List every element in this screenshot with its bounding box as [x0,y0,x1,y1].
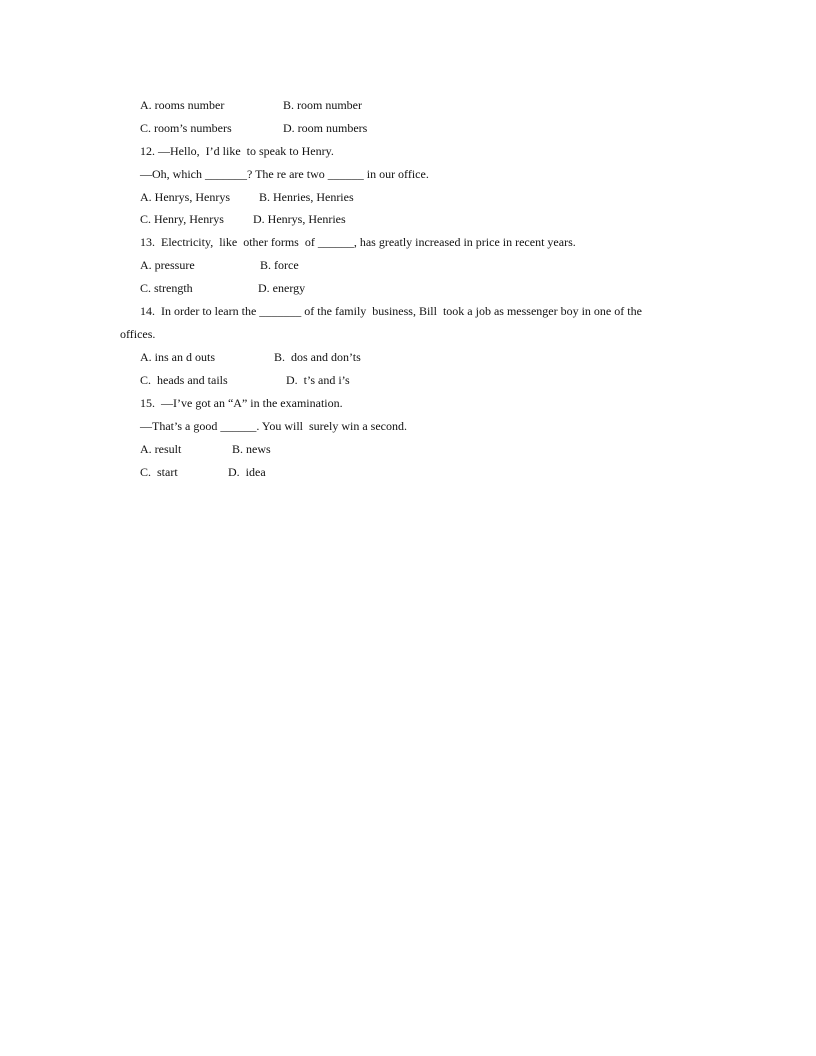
q13-option-c: C. strength [140,281,193,295]
q13-option-a: A. pressure [140,258,195,272]
q14-option-a: A. ins an d outs [140,350,215,364]
q11-option-a: A. rooms number [140,98,225,112]
q12-option-b: B. Henries, Henries [259,190,354,204]
q15-option-a: A. result [140,442,182,456]
q15-option-c: C. start [140,465,178,479]
q13-option-d: D. energy [258,281,306,295]
q15-reply: —That’s a good ______. You will surely win a second. [140,419,407,433]
q15-stem: 15. —I’ve got an “A” in the examination. [140,396,343,410]
q11-option-b: B. room number [283,98,362,112]
q12-option-a: A. Henrys, Henrys [140,190,230,204]
q14-option-c: C. heads and tails [140,373,228,387]
q12-option-d: D. Henrys, Henries [253,212,346,226]
q13-option-b: B. force [260,258,299,272]
q13-stem: 13. Electricity, like other forms of ______, has greatly increased in price in recent years. [140,235,576,249]
q12-option-c: C. Henry, Henrys [140,212,224,226]
q12-reply: —Oh, which _______? The re are two ______ in our office. [140,167,429,181]
q15-option-b: B. news [232,442,271,456]
q15-option-d: D. idea [228,465,266,479]
q11-option-d: D. room numbers [283,121,368,135]
q11-option-c: C. room’s numbers [140,121,232,135]
q14-option-b: B. dos and don’ts [274,350,361,364]
q14-stem-line1: 14. In order to learn the _______ of the family business, Bill took a job as messenger boy in one of the [140,304,642,318]
q14-option-d: D. t’s and i’s [286,373,350,387]
q14-stem-line2: offices. [120,327,156,341]
q12-stem: 12. —Hello, I’d like to speak to Henry. [140,144,334,158]
